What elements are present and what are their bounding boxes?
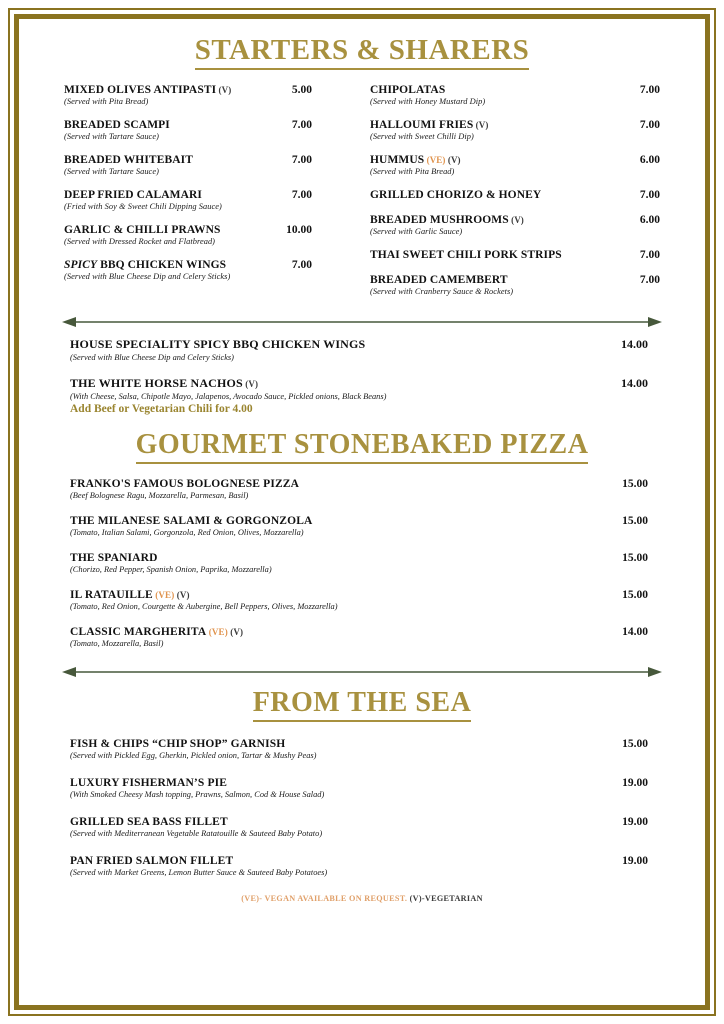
dish-name: CHIPOLATAS [370, 84, 446, 96]
tag-vegan: (VE) [152, 590, 175, 600]
section-heading-pizza [56, 429, 668, 464]
tag-vegetarian: (V) [473, 120, 489, 130]
menu-item [370, 189, 660, 201]
starters-column-right [370, 84, 660, 309]
starters-columns [56, 84, 668, 309]
tag-vegan: (VE) [424, 155, 446, 165]
menu-item [70, 478, 654, 500]
dish-description: (Served with Market Greens, Lemon Butter Sauce & Sauteed Baby Potatoes) [70, 868, 328, 877]
dish-price: 7.00 [639, 249, 660, 261]
tag-vegetarian: (V) [445, 155, 461, 165]
dish-description: (Chorizo, Red Pepper, Spanish Onion, Paprika, Mozzarella) [70, 565, 272, 574]
dish-name: BREADED MUSHROOMS (V) [370, 214, 524, 226]
menu-item [70, 589, 654, 611]
dish-description: (With Cheese, Salsa, Chipotle Mayo, Jalapenos, Avocado Sauce, Pickled onions, Black Beans) [70, 392, 387, 401]
menu-item [370, 119, 660, 141]
menu-item [70, 738, 654, 760]
menu-item [370, 249, 660, 261]
menu-item [370, 214, 660, 236]
tag-vegetarian: (V) [242, 379, 259, 389]
dish-description: (Tomato, Mozzarella, Basil) [70, 639, 164, 648]
starters-column-left [64, 84, 354, 309]
dish-description: (Served with Cranberry Sauce & Rockets) [370, 287, 514, 296]
menu-item [64, 154, 354, 176]
section-heading-sea [56, 687, 668, 722]
dish-description: (Served with Blue Cheese Dip and Celery Sticks) [64, 272, 231, 281]
dish-name: THAI SWEET CHILI PORK STRIPS [370, 249, 562, 261]
dish-price: 15.00 [622, 738, 648, 750]
menu-item-line [370, 189, 660, 201]
tag-vegetarian: (V) [216, 85, 232, 95]
dish-name: FRANKO'S FAMOUS BOLOGNESE PIZZA [70, 478, 300, 490]
dish-description: (Tomato, Italian Salami, Gorgonzola, Red Onion, Olives, Mozzarella) [70, 528, 304, 537]
menu-item-line [370, 249, 660, 261]
dish-description: (Served with Blue Cheese Dip and Celery Sticks) [70, 353, 234, 362]
section-heading-sea-text: FROM THE SEA [253, 687, 472, 722]
menu-item-line [64, 259, 354, 271]
menu-item-line [370, 274, 660, 286]
double-arrow-icon [62, 663, 662, 681]
menu-item-line [70, 589, 654, 601]
house-speciality-list [56, 337, 668, 415]
legend-vegetarian: (V)-VEGETARIAN [409, 894, 483, 903]
dish-description: (Served with Honey Mustard Dip) [370, 97, 486, 106]
dish-name: GRILLED CHORIZO & HONEY [370, 189, 542, 201]
menu-item [70, 816, 654, 838]
dish-price: 6.00 [639, 214, 660, 226]
dish-name: IL RATAUILLE (VE) (V) [70, 589, 190, 601]
section-heading-pizza-text: GOURMET STONEBAKED PIZZA [136, 429, 589, 464]
dish-description: (Served with Garlic Sauce) [370, 227, 463, 236]
section-heading-starters-text: STARTERS & SHARERS [195, 34, 530, 70]
dish-name: BREADED CAMEMBERT [370, 274, 508, 286]
dish-name: SPICY BBQ CHICKEN WINGS [64, 259, 227, 271]
menu-item [64, 224, 354, 246]
dish-price: 15.00 [622, 552, 648, 564]
dish-name: DEEP FRIED CALAMARI [64, 189, 202, 201]
dish-description: (Fried with Soy & Sweet Chili Dipping Sauce) [64, 202, 222, 211]
dish-price: 7.00 [291, 154, 312, 166]
dish-price: 7.00 [639, 84, 660, 96]
tag-vegan: (VE) [206, 627, 228, 637]
dish-price: 7.00 [639, 274, 660, 286]
dish-addon-note: Add Beef or Vegetarian Chili for 4.00 [70, 403, 253, 415]
dish-description: (Served with Sweet Chilli Dip) [370, 132, 474, 141]
dish-name: GRILLED SEA BASS FILLET [70, 816, 228, 828]
menu-item [370, 274, 660, 296]
dish-name: HALLOUMI FRIES (V) [370, 119, 489, 131]
dish-description: (Tomato, Red Onion, Courgette & Aubergine, Bell Peppers, Olives, Mozzarella) [70, 602, 338, 611]
menu-item-line [370, 119, 660, 131]
menu-item-line [370, 84, 660, 96]
menu-item-line [64, 84, 354, 96]
menu-item [70, 337, 654, 362]
dish-price: 5.00 [291, 84, 312, 96]
dish-name: HOUSE SPECIALITY SPICY BBQ CHICKEN WINGS [70, 337, 366, 351]
pizza-list [56, 478, 668, 648]
arrow-divider-top [62, 313, 662, 331]
tag-vegetarian: (V) [174, 590, 190, 600]
dish-description: (Served with Pita Bread) [370, 167, 455, 176]
menu-item-line [70, 738, 654, 750]
menu-item [70, 552, 654, 574]
dish-price: 6.00 [639, 154, 660, 166]
menu-item-line [64, 119, 354, 131]
menu-item [70, 855, 654, 877]
dish-description: (Served with Pickled Egg, Gherkin, Pickled onion, Tartar & Mushy Peas) [70, 751, 317, 760]
menu-item [70, 376, 654, 415]
menu-item-line [70, 816, 654, 828]
dish-price: 19.00 [622, 816, 648, 828]
menu-item [64, 259, 354, 281]
menu-item-line [64, 224, 354, 236]
dish-description: (With Smoked Cheesy Mash topping, Prawns, Salmon, Cod & House Salad) [70, 790, 325, 799]
dish-name: THE WHITE HORSE NACHOS (V) [70, 376, 259, 390]
dish-description: (Served with Mediterranean Vegetable Ratatouille & Sauteed Baby Potato) [70, 829, 323, 838]
arrow-divider-bottom [62, 663, 662, 681]
dish-price: 19.00 [622, 777, 648, 789]
dish-price: 7.00 [639, 119, 660, 131]
menu-item-line [70, 478, 654, 490]
tag-vegetarian: (V) [508, 215, 524, 225]
menu-item [70, 777, 654, 799]
legend [56, 894, 668, 903]
menu-item-line [64, 154, 354, 166]
dish-name: CLASSIC MARGHERITA (VE) (V) [70, 626, 244, 638]
dish-price: 14.00 [621, 376, 648, 390]
menu-item [64, 189, 354, 211]
menu-content [22, 22, 702, 1002]
dish-name: HUMMUS (VE) (V) [370, 154, 461, 166]
dish-name: BREADED SCAMPI [64, 119, 170, 131]
double-arrow-icon [62, 313, 662, 331]
menu-item [64, 119, 354, 141]
menu-item-line [64, 189, 354, 201]
dish-name: FISH & CHIPS “CHIP SHOP” GARNISH [70, 738, 286, 750]
menu-item-line [70, 626, 654, 638]
dish-name-emphasis: SPICY [64, 259, 98, 271]
menu-item-line [70, 376, 654, 391]
dish-price: 14.00 [621, 337, 648, 351]
section-heading-starters [56, 34, 668, 70]
dish-price: 15.00 [622, 589, 648, 601]
menu-item [70, 515, 654, 537]
dish-price: 14.00 [622, 626, 648, 638]
dish-price: 7.00 [291, 259, 312, 271]
menu-item [370, 84, 660, 106]
menu-item-line [370, 154, 660, 166]
dish-name: THE SPANIARD [70, 552, 158, 564]
menu-item [64, 84, 354, 106]
menu-item [370, 154, 660, 176]
dish-description: (Served with Tartare Sauce) [64, 132, 159, 141]
dish-price: 15.00 [622, 478, 648, 490]
dish-price: 10.00 [286, 224, 312, 236]
menu-item-line [70, 855, 654, 867]
tag-vegetarian: (V) [227, 627, 244, 637]
dish-name: PAN FRIED SALMON FILLET [70, 855, 234, 867]
sea-list [56, 738, 668, 877]
dish-description: (Served with Pita Bread) [64, 97, 149, 106]
menu-item [70, 626, 654, 648]
dish-price: 7.00 [639, 189, 660, 201]
dish-name: THE MILANESE SALAMI & GORGONZOLA [70, 515, 313, 527]
dish-name: GARLIC & CHILLI PRAWNS [64, 224, 221, 236]
dish-price: 15.00 [622, 515, 648, 527]
dish-name: MIXED OLIVES ANTIPASTI (V) [64, 84, 232, 96]
menu-item-line [70, 337, 654, 352]
dish-description: (Served with Dressed Rocket and Flatbread) [64, 237, 216, 246]
dish-description: (Served with Tartare Sauce) [64, 167, 159, 176]
menu-item-line [70, 515, 654, 527]
menu-item-line [370, 214, 660, 226]
dish-price: 7.00 [291, 189, 312, 201]
dish-price: 7.00 [291, 119, 312, 131]
menu-item-line [70, 552, 654, 564]
dish-description: (Beef Bolognese Ragu, Mozzarella, Parmesan, Basil) [70, 491, 249, 500]
legend-vegan: (VE)- VEGAN AVAILABLE ON REQUEST. [241, 894, 408, 903]
dish-name: LUXURY FISHERMAN’S PIE [70, 777, 228, 789]
dish-name: BREADED WHITEBAIT [64, 154, 193, 166]
menu-item-line [70, 777, 654, 789]
dish-price: 19.00 [622, 855, 648, 867]
